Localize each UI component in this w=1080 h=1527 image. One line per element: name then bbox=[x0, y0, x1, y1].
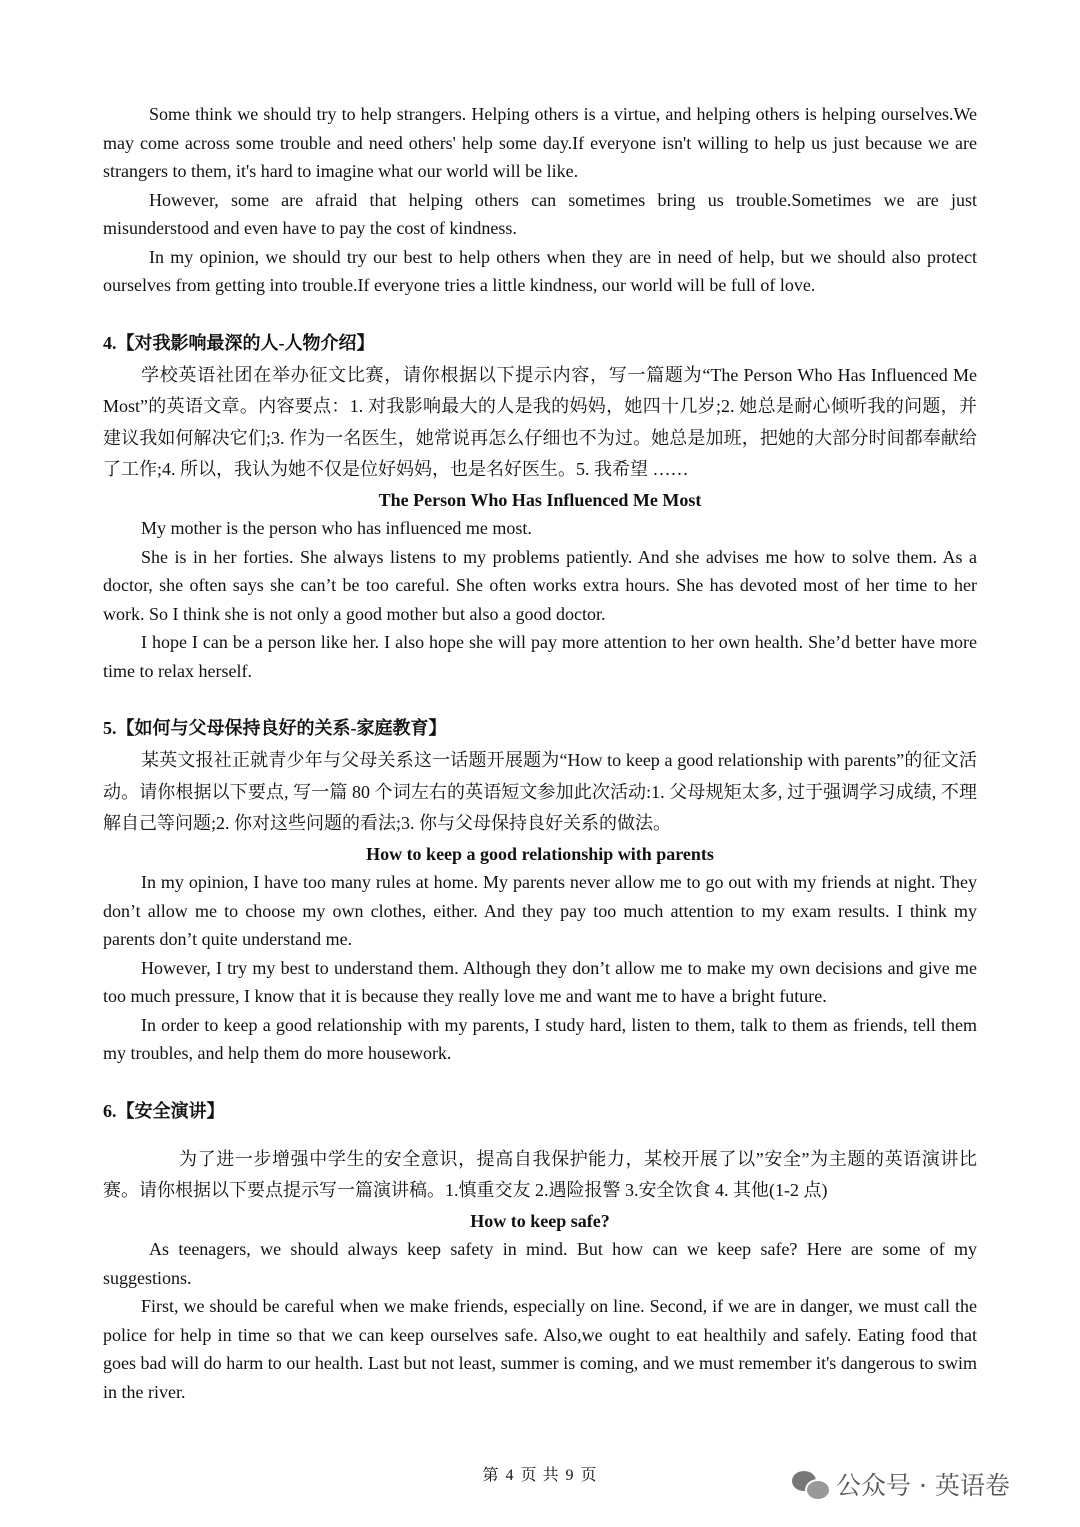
intro-paragraph-2: However, some are afraid that helping others can sometimes bring us trouble.Sometimes we are just misunderstood and even have to pay the cost of kindness. bbox=[103, 189, 977, 238]
section-5-heading: 5.【如何与父母保持良好的关系-家庭教育】 bbox=[103, 718, 447, 738]
footer-page-number: 4 bbox=[505, 1467, 515, 1484]
section-6-prompt: 为了进一步增强中学生的安全意识，提高自我保护能力，某校开展了以”安全”为主题的英语演讲比赛。请你根据以下要点提示写一篇演讲稿。1.慎重交友 2.遇险报警 3.安全饮食 4. 其他(1-2 点) bbox=[103, 1148, 977, 1200]
section-6-essay-title: How to keep safe? bbox=[470, 1210, 610, 1231]
section-4-heading: 4.【对我影响最深的人-人物介绍】 bbox=[103, 332, 375, 353]
section-4-essay-title: The Person Who Has Influenced Me Most bbox=[378, 489, 702, 510]
section-4-paragraph-1: My mother is the person who has influenced me most. bbox=[141, 518, 532, 538]
section-4-paragraph-2: She is in her forties. She always listens to my problems patiently. And she advises me how to solve them. As a doctor, she often says she can’t be too careful. She often works extra hours. She has devoted most of her time to her work. So I think she is not only a good mother but also a good doctor. bbox=[103, 546, 977, 624]
section-6-heading: 6.【安全演讲】 bbox=[103, 1100, 225, 1121]
section-6-paragraph-1: As teenagers, we should always keep safety in mind. But how can we keep safe? Here are some of my suggestions. bbox=[103, 1239, 977, 1288]
watermark bbox=[792, 1462, 1010, 1506]
section-5-prompt: 某英文报社正就青少年与父母关系这一话题开展题为“How to keep a good relationship with parents”的征文活动。请你根据以下要点, 写一篇 80 个词左右的英语短文参加此次活动:1. 父母规矩太多, 过于强调学习成绩, 不理解自己等问题;2. 你对这些问题的看法;3. 你与父母保持良好关系的做法。 bbox=[103, 750, 977, 833]
section-4-prompt: 学校英语社团在举办征文比赛，请你根据以下提示内容，写一篇题为“The Person Who Has Influenced Me Most”的英语文章。内容要点：1. 对我影响最大的人是我的妈妈，她四十几岁;2. 她总是耐心倾听我的问题，并建议我如何解决它们;3. 作为一名医生，她常说再怎么仔细也不为过。她总是加班，把她的大部分时间都奉献给了工作;4. 所以，我认为她不仅是位好妈妈，也是名好医生。5. 我希望 …… bbox=[103, 364, 977, 479]
document-page bbox=[103, 100, 977, 1406]
footer-middle: 页 共 bbox=[520, 1467, 560, 1484]
section-5-essay-title: How to keep a good relationship with parents bbox=[366, 843, 714, 864]
intro-paragraph-3: In my opinion, we should try our best to help others when they are in need of help, but we should also protect ourselves from getting into trouble.If everyone tries a little kindness, our world will be full of love. bbox=[103, 246, 977, 295]
intro-paragraph-1: Some think we should try to help strangers. Helping others is a virtue, and helping others is helping ourselves.We may come across some trouble and need others' help some day.If everyone isn't willing to help us just because we are strangers to them, it's hard to imagine what our world will be like. bbox=[103, 104, 977, 181]
section-6-paragraph-2: First, we should be careful when we make friends, especially on line. Second, if we are in danger, we must call the police for help in time so that we can keep ourselves safe. Also,we ought to eat healthily and safely. Eating food that goes bad will do harm to our health. Last but not least, summer is coming, and we must remember it's dangerous to swim in the river. bbox=[103, 1296, 977, 1402]
footer-total-pages: 9 bbox=[565, 1467, 575, 1484]
watermark-text: 公众号 · 英语卷 bbox=[836, 1471, 1010, 1500]
section-5-paragraph-2: However, I try my best to understand them. Although they don’t allow me to make my own decisions and give me too much pressure, I know that it is because they really love me and want me to have a bright future. bbox=[103, 957, 977, 1006]
footer-suffix: 页 bbox=[580, 1467, 598, 1484]
section-5-paragraph-1: In my opinion, I have too many rules at home. My parents never allow me to go out with my friends at night. They don’t allow me to choose my own clothes, either. And they pay too much attention to my exam results. I think my parents don’t quite understand me. bbox=[103, 872, 977, 949]
wechat-icon bbox=[792, 1469, 828, 1499]
section-5-paragraph-3: In order to keep a good relationship with my parents, I study hard, listen to them, talk to them as friends, tell them my troubles, and help them do more housework. bbox=[103, 1014, 977, 1063]
section-4-paragraph-3: I hope I can be a person like her. I also hope she will pay more attention to her own health. She’d better have more time to relax herself. bbox=[103, 632, 977, 681]
footer-prefix: 第 bbox=[482, 1467, 500, 1484]
